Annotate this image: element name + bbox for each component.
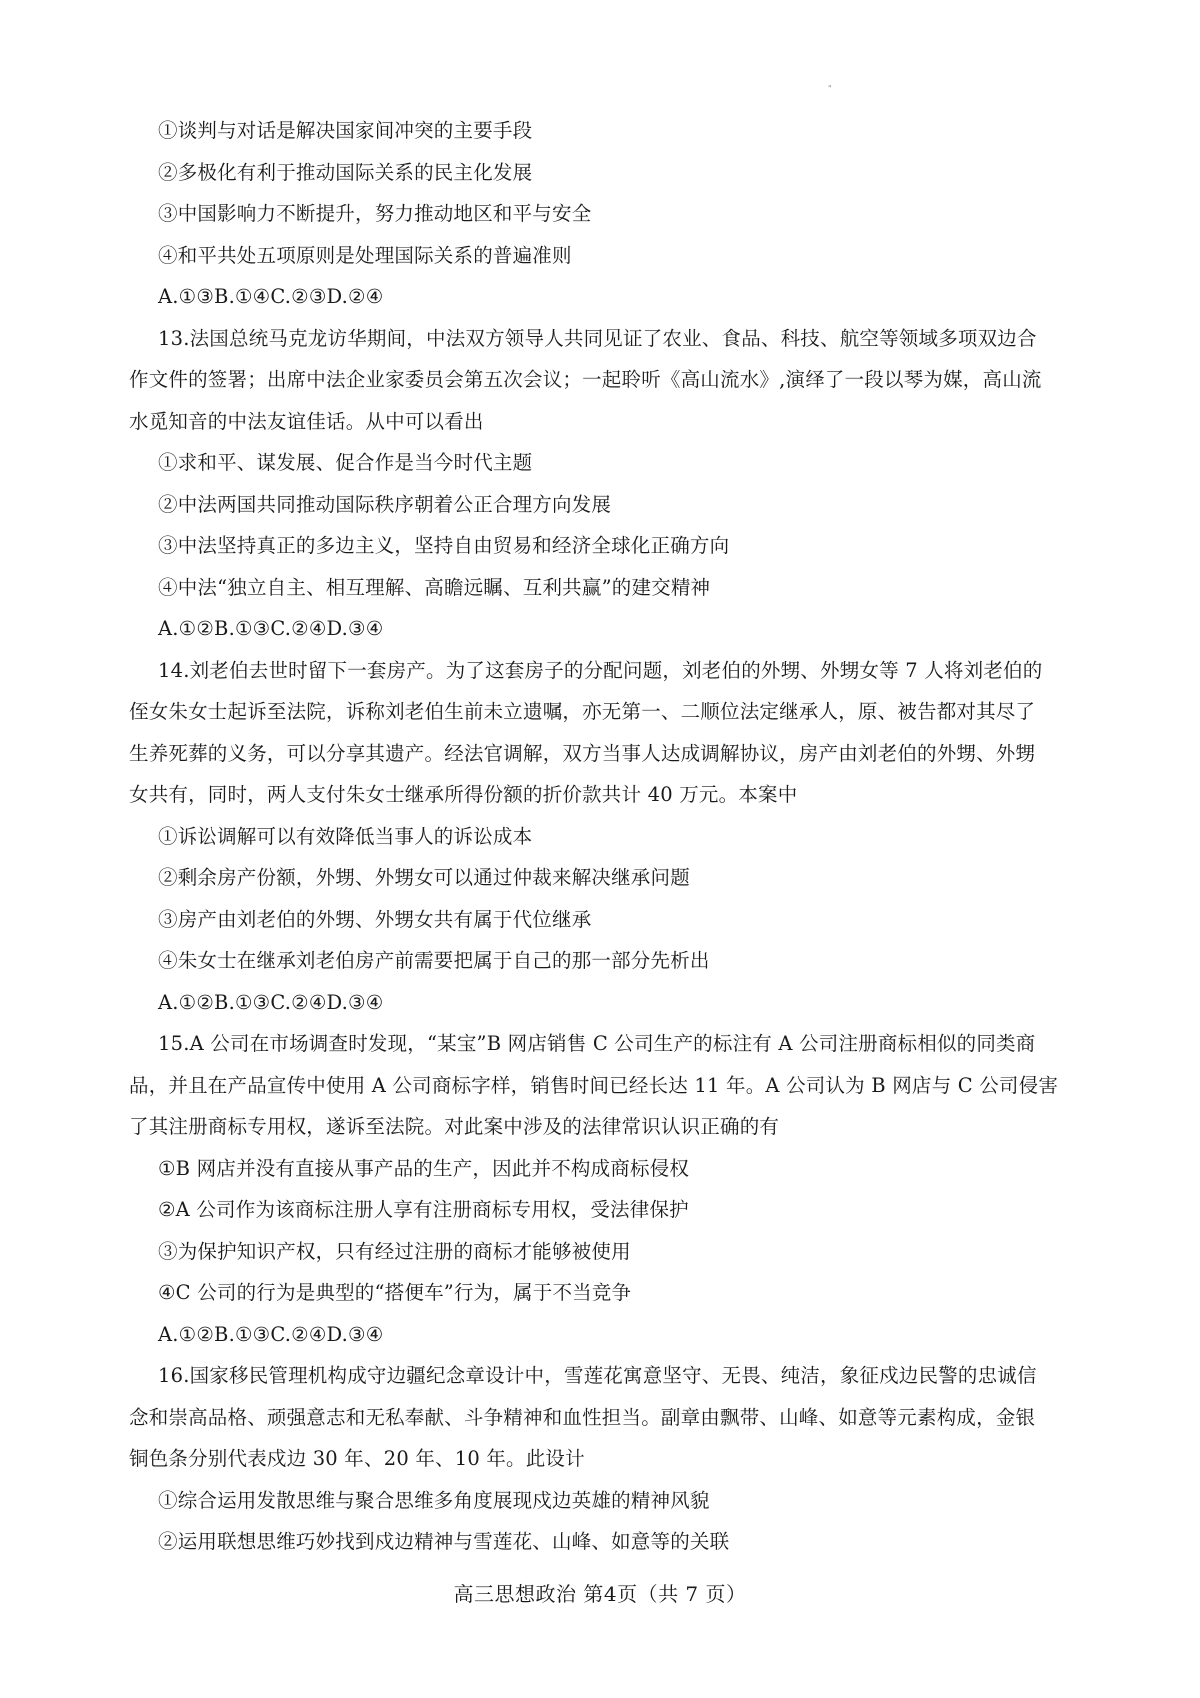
q12-option-1: ①谈判与对话是解决国家间冲突的主要手段 (158, 119, 533, 142)
q12-option-4: ④和平共处五项原则是处理国际关系的普遍准则 (158, 243, 572, 267)
q15-option-3: ③为保护知识产权，只有经过注册的商标才能够被使用 (158, 1239, 631, 1263)
page-content (129, 110, 1088, 1563)
q13-stem-line-3: 水觅知音的中法友谊佳话。从中可以看出 (129, 409, 484, 433)
q14-option-4: ④朱女士在继承刘老伯房产前需要把属于自己的那一部分先析出 (158, 949, 710, 972)
q14-stem-line-1: 14.刘老伯去世时留下一套房产。为了这套房子的分配问题，刘老伯的外甥、外甥女等 7 人将刘老伯的 (158, 658, 1043, 682)
q13-option-3: ③中法坚持真正的多边主义，坚持自由贸易和经济全球化正确方向 (158, 534, 730, 557)
q14-option-3: ③房产由刘老伯的外甥、外甥女共有属于代位继承 (158, 907, 592, 931)
q16-stem-line-2: 念和崇高品格、顽强意志和无私奉献、斗争精神和血性担当。副章由飘带、山峰、如意等元素构成，金银 (129, 1405, 1036, 1429)
q12-options (158, 110, 1088, 318)
q14-stem-line-2: 侄女朱女士起诉至法院，诉称刘老伯生前未立遗嘱，亦无第一、二顺位法定继承人，原、被告都对其尽了 (129, 700, 1036, 723)
q14-option-2: ②剩余房产份额，外甥、外甥女可以通过仲裁来解决继承问题 (158, 866, 690, 889)
q12-answer-choices: A.①③B.①④C.②③D.②④ (158, 285, 384, 308)
q15-stem-line-2: 品，并且在产品宣传中使用 A 公司商标字样，销售时间已经长达 11 年。A 公司认为 B 网店与 C 公司侵害 (129, 1073, 1059, 1097)
question-16 (129, 1355, 1088, 1563)
question-14 (129, 650, 1088, 1024)
q13-stem-line-1: 13.法国总统马克龙访华期间，中法双方领导人共同见证了农业、食品、科技、航空等领域多项双边合 (158, 326, 1037, 350)
q16-option-1: ①综合运用发散思维与聚合思维多角度展现戍边英雄的精神风貌 (158, 1488, 710, 1512)
q14-stem-line-3: 生养死葬的义务，可以分享其遗产。经法官调解，双方当事人达成调解协议，房产由刘老伯的外甥、外甥 (129, 741, 1036, 765)
question-15 (129, 1023, 1088, 1355)
q12-option-2: ②多极化有利于推动国际关系的民主化发展 (158, 160, 533, 184)
q14-stem-line-4: 女共有，同时，两人支付朱女士继承所得份额的折价款共计 40 万元。本案中 (129, 783, 798, 806)
q14-answer-choices: A.①②B.①③C.②④D.③④ (158, 990, 384, 1014)
q15-stem-line-1: 15.A 公司在市场调查时发现，“某宝”B 网店销售 C 公司生产的标注有 A 公司注册商标相似的同类商 (158, 1032, 1036, 1055)
page-footer: 高三思想政治 第4页（共 7 页） (453, 1582, 747, 1606)
q12-option-3: ③中国影响力不断提升，努力推动地区和平与安全 (158, 202, 592, 225)
q16-stem-line-3: 铜色条分别代表戍边 30 年、20 年、10 年。此设计 (129, 1447, 585, 1470)
q13-option-1: ①求和平、谋发展、促合作是当今时代主题 (158, 451, 533, 474)
q13-stem-line-2: 作文件的签署；出席中法企业家委员会第五次会议；一起聆听《高山流水》,演绎了一段以琴为媒，高山流 (129, 368, 1042, 391)
q15-option-2: ②A 公司作为该商标注册人享有注册商标专用权，受法律保护 (158, 1198, 689, 1221)
q16-stem-line-1: 16.国家移民管理机构成守边疆纪念章设计中，雪莲花寓意坚守、无畏、纯洁，象征戍边民警的忠诚信 (158, 1364, 1037, 1387)
q15-stem-line-3: 了其注册商标专用权，遂诉至法院。对此案中涉及的法律常识认识正确的有 (129, 1115, 780, 1138)
q13-answer-choices: A.①②B.①③C.②④D.③④ (158, 617, 384, 640)
q13-option-2: ②中法两国共同推动国际秩序朝着公正合理方向发展 (158, 492, 612, 516)
q16-option-2: ②运用联想思维巧妙找到戍边精神与雪莲花、山峰、如意等的关联 (158, 1530, 730, 1553)
q15-option-4: ④C 公司的行为是典型的“搭便车”行为，属于不当竞争 (158, 1281, 632, 1304)
q15-answer-choices: A.①②B.①③C.②④D.③④ (158, 1322, 384, 1346)
question-13 (129, 318, 1088, 650)
q15-option-1: ①B 网店并没有直接从事产品的生产，因此并不构成商标侵权 (158, 1156, 690, 1180)
q14-option-1: ①诉讼调解可以有效降低当事人的诉讼成本 (158, 824, 533, 848)
scan-mark: " (828, 84, 832, 93)
q13-option-4: ④中法“独立自主、相互理解、高瞻远瞩、互利共赢”的建交精神 (158, 575, 711, 599)
